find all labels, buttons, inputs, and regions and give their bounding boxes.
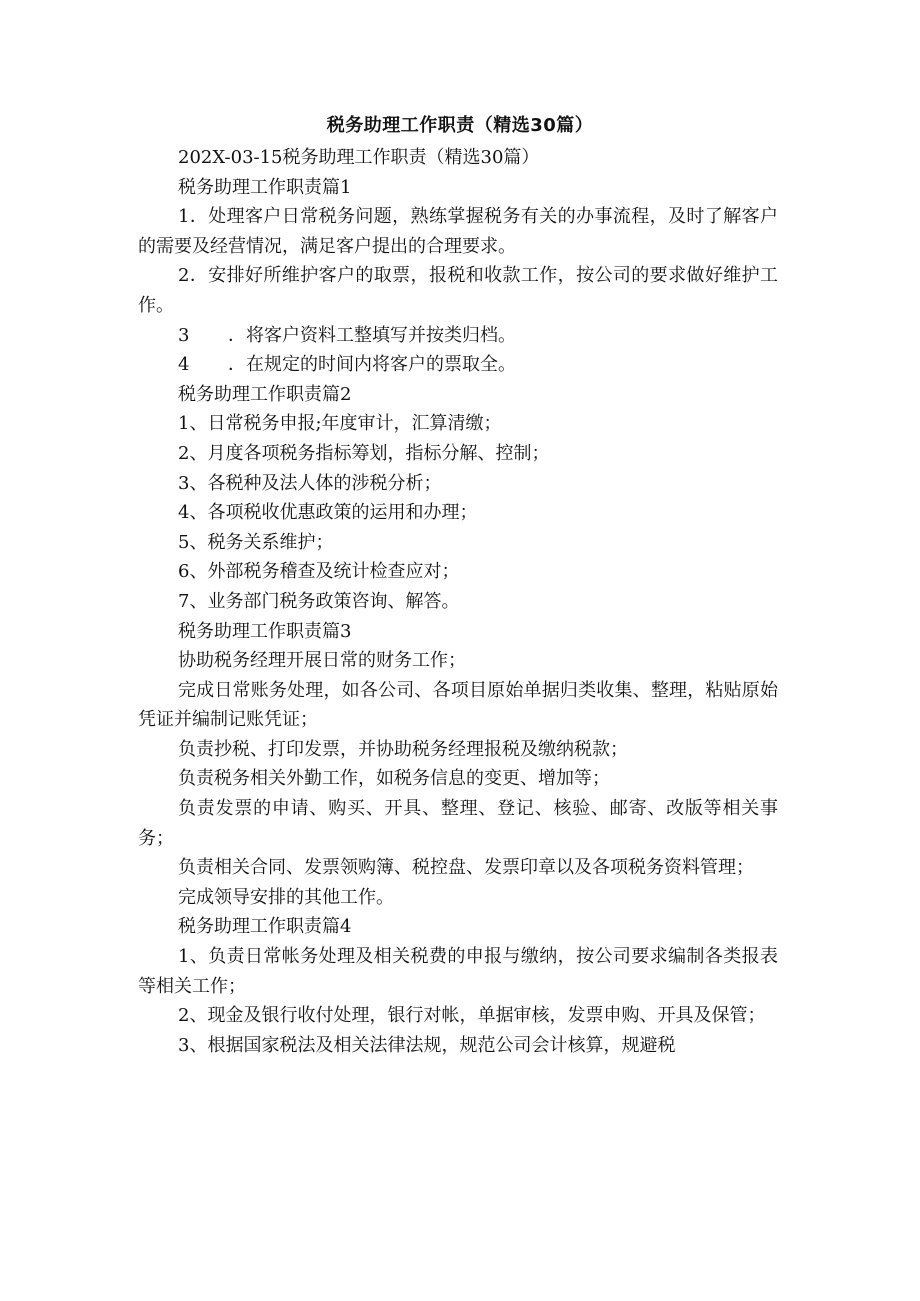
document-subtitle: 202X-03-15税务助理工作职责（精选30篇） [178,147,540,168]
section3-item: 负责抄税、打印发票，并协助税务经理报税及缴纳税款； [178,738,628,760]
item-number: 4 [178,354,190,376]
item-text: ．将客户资料工整填写并按类归档。 [228,324,516,346]
section2-item: 3、各税种及法人体的涉税分析； [178,472,442,494]
section-heading-3: 税务助理工作职责篇3 [178,620,352,642]
section-heading-1: 税务助理工作职责篇1 [178,176,352,198]
section1-item: 1．处理客户日常税务问题，熟练掌握税务有关的办事流程，及时了解客户的需要及经营情况，满足客户提出的合理要求。 [138,206,778,257]
section1-item: 2．安排好所维护客户的取票，报税和收款工作，按公司的要求做好维护工作。 [138,265,778,316]
section3-item: 完成领导安排的其他工作。 [178,886,394,908]
section4-item: 1、负责日常帐务处理及相关税费的申报与缴纳，按公司要求编制各类报表等相关工作； [138,946,778,997]
section2-item: 7、业务部门税务政策咨询、解答。 [178,590,460,612]
section3-item: 负责发票的申请、购买、开具、整理、登记、核验、邮寄、改版等相关事务； [138,798,778,849]
item-text: ．在规定的时间内将客户的票取全。 [228,354,516,376]
section3-item: 完成日常账务处理，如各公司、各项目原始单据归类收集、整理，粘贴原始凭证并编制记账凭证； [138,679,778,731]
section2-item: 4、各项税收优惠政策的运用和办理； [178,502,478,524]
section3-item: 负责相关合同、发票领购簿、税控盘、发票印章以及各项税务资料管理； [178,857,754,879]
section1-numbered-item [138,321,778,351]
section3-item: 负责税务相关外勤工作，如税务信息的变更、增加等； [178,768,610,790]
section2-item: 1、日常税务申报;年度审计，汇算清缴； [178,413,502,435]
section1-numbered-item [138,350,778,380]
section-heading-4: 税务助理工作职责篇4 [178,916,352,938]
section3-item: 协助税务经理开展日常的财务工作； [178,650,466,672]
document-title: 税务助理工作职责（精选30篇） [326,115,594,136]
section2-item: 6、外部税务稽查及统计检查应对； [178,561,460,583]
item-number: 3 [178,324,190,346]
section-heading-2: 税务助理工作职责篇2 [178,383,352,405]
section4-item: 3、根据国家税法及相关法律法规，规范公司会计核算，规避税 [178,1034,676,1056]
section2-item: 2、月度各项税务指标筹划，指标分解、控制； [178,442,550,464]
document-body [138,143,778,1060]
section2-item: 5、税务关系维护； [178,531,334,553]
section4-item: 2、现金及银行收付处理，银行对帐，单据审核，发票申购、开具及保管； [178,1005,766,1027]
